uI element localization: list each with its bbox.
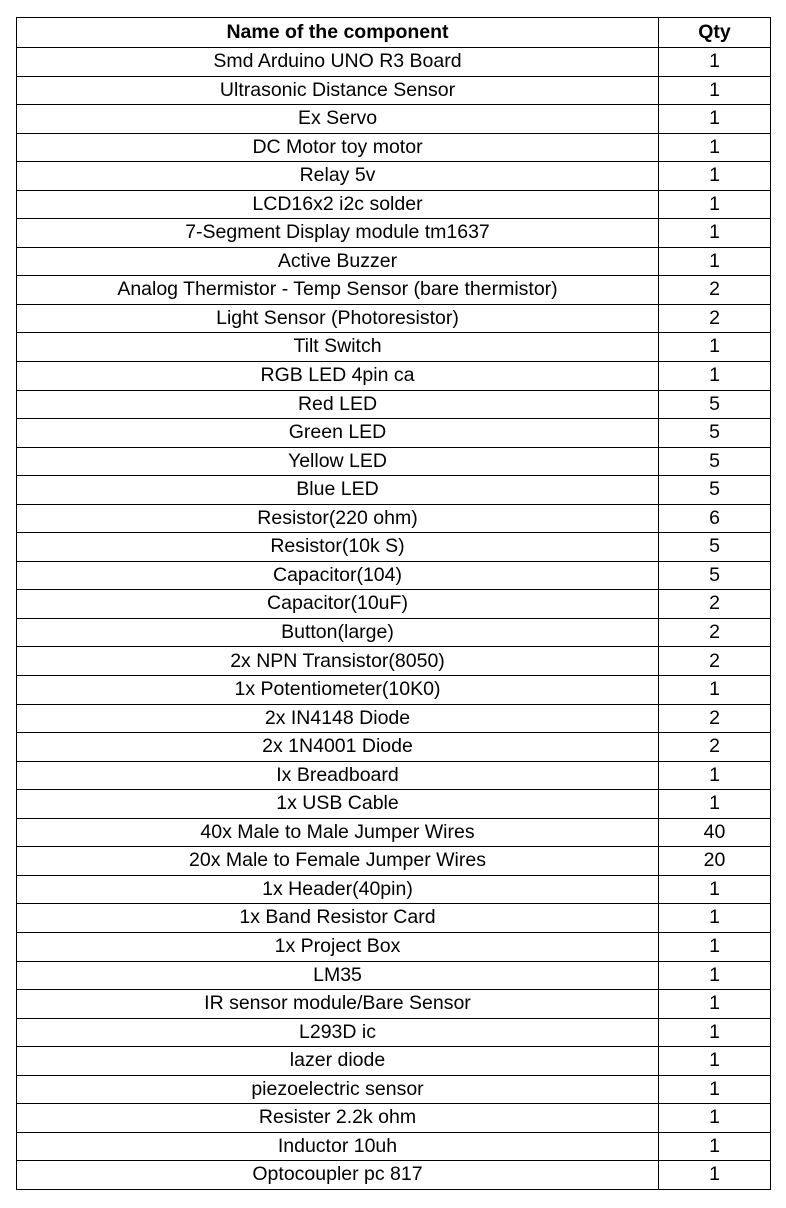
- component-name-cell: Resistor(10k S): [17, 533, 659, 562]
- component-qty-cell: 1: [659, 1075, 771, 1104]
- component-name-cell: Active Buzzer: [17, 247, 659, 276]
- component-qty-cell: 1: [659, 790, 771, 819]
- table-row: [17, 333, 771, 362]
- table-row: [17, 419, 771, 448]
- table-row: [17, 790, 771, 819]
- table-row: [17, 561, 771, 590]
- table-row: [17, 990, 771, 1019]
- component-name-cell: 20x Male to Female Jumper Wires: [17, 847, 659, 876]
- component-qty-cell: 1: [659, 333, 771, 362]
- component-name-cell: Blue LED: [17, 476, 659, 505]
- component-name-cell: Tilt Switch: [17, 333, 659, 362]
- component-qty-cell: 1: [659, 1161, 771, 1190]
- component-qty-cell: 1: [659, 362, 771, 391]
- components-table: [16, 17, 771, 1190]
- component-name-cell: Capacitor(104): [17, 561, 659, 590]
- component-qty-cell: 2: [659, 733, 771, 762]
- component-name-cell: Relay 5v: [17, 162, 659, 191]
- component-qty-cell: 2: [659, 647, 771, 676]
- component-qty-cell: 1: [659, 761, 771, 790]
- table-row: [17, 1047, 771, 1076]
- table-row: [17, 390, 771, 419]
- component-name-cell: Capacitor(10uF): [17, 590, 659, 619]
- component-qty-cell: 1: [659, 904, 771, 933]
- table-row: [17, 932, 771, 961]
- table-row: [17, 504, 771, 533]
- table-row: [17, 219, 771, 248]
- component-qty-cell: 5: [659, 476, 771, 505]
- component-qty-cell: 40: [659, 818, 771, 847]
- component-qty-cell: 1: [659, 990, 771, 1019]
- component-name-cell: Button(large): [17, 618, 659, 647]
- table-row: [17, 533, 771, 562]
- component-qty-cell: 1: [659, 961, 771, 990]
- component-qty-cell: 2: [659, 704, 771, 733]
- component-qty-cell: 2: [659, 618, 771, 647]
- component-name-cell: Resister 2.2k ohm: [17, 1104, 659, 1133]
- component-name-cell: 40x Male to Male Jumper Wires: [17, 818, 659, 847]
- component-name-cell: lazer diode: [17, 1047, 659, 1076]
- component-qty-cell: 2: [659, 276, 771, 305]
- component-qty-cell: 1: [659, 133, 771, 162]
- table-row: [17, 1161, 771, 1190]
- component-qty-cell: 5: [659, 419, 771, 448]
- component-qty-cell: 1: [659, 247, 771, 276]
- component-qty-cell: 1: [659, 105, 771, 134]
- component-name-cell: Light Sensor (Photoresistor): [17, 304, 659, 333]
- table-row: [17, 105, 771, 134]
- component-qty-cell: 5: [659, 447, 771, 476]
- component-qty-cell: 1: [659, 676, 771, 705]
- component-qty-cell: 1: [659, 875, 771, 904]
- table-row: [17, 875, 771, 904]
- component-name-cell: 2x 1N4001 Diode: [17, 733, 659, 762]
- component-name-cell: Yellow LED: [17, 447, 659, 476]
- table-row: [17, 847, 771, 876]
- table-row: [17, 704, 771, 733]
- component-qty-cell: 1: [659, 76, 771, 105]
- component-name-cell: Smd Arduino UNO R3 Board: [17, 48, 659, 77]
- table-row: [17, 190, 771, 219]
- component-name-cell: piezoelectric sensor: [17, 1075, 659, 1104]
- component-qty-cell: 20: [659, 847, 771, 876]
- component-name-cell: 1x USB Cable: [17, 790, 659, 819]
- table-row: [17, 162, 771, 191]
- table-row: [17, 818, 771, 847]
- component-qty-cell: 1: [659, 1018, 771, 1047]
- table-row: [17, 76, 771, 105]
- component-qty-cell: 1: [659, 162, 771, 191]
- table-row: [17, 1075, 771, 1104]
- component-name-cell: DC Motor toy motor: [17, 133, 659, 162]
- component-name-cell: 1x Band Resistor Card: [17, 904, 659, 933]
- component-name-cell: 2x IN4148 Diode: [17, 704, 659, 733]
- component-name-cell: 2x NPN Transistor(8050): [17, 647, 659, 676]
- component-qty-cell: 2: [659, 590, 771, 619]
- component-name-cell: Green LED: [17, 419, 659, 448]
- table-row: [17, 904, 771, 933]
- table-row: [17, 447, 771, 476]
- component-qty-cell: 1: [659, 48, 771, 77]
- component-name-cell: Ultrasonic Distance Sensor: [17, 76, 659, 105]
- qty-column-header: Qty: [659, 18, 771, 48]
- component-name-cell: L293D ic: [17, 1018, 659, 1047]
- component-name-cell: 1x Potentiometer(10K0): [17, 676, 659, 705]
- component-name-cell: Resistor(220 ohm): [17, 504, 659, 533]
- component-qty-cell: 1: [659, 1047, 771, 1076]
- component-qty-cell: 1: [659, 1132, 771, 1161]
- table-row: [17, 1018, 771, 1047]
- table-row: [17, 276, 771, 305]
- table-row: [17, 676, 771, 705]
- component-qty-cell: 5: [659, 533, 771, 562]
- table-row: [17, 362, 771, 391]
- component-name-cell: Inductor 10uh: [17, 1132, 659, 1161]
- component-name-cell: Red LED: [17, 390, 659, 419]
- table-row: [17, 247, 771, 276]
- component-qty-cell: 1: [659, 219, 771, 248]
- table-row: [17, 590, 771, 619]
- component-qty-cell: 2: [659, 304, 771, 333]
- table-row: [17, 133, 771, 162]
- component-name-cell: LM35: [17, 961, 659, 990]
- component-name-cell: Ix Breadboard: [17, 761, 659, 790]
- table-row: [17, 618, 771, 647]
- table-row: [17, 761, 771, 790]
- component-name-cell: 1x Project Box: [17, 932, 659, 961]
- component-qty-cell: 5: [659, 390, 771, 419]
- table-row: [17, 647, 771, 676]
- component-name-cell: 1x Header(40pin): [17, 875, 659, 904]
- table-row: [17, 1104, 771, 1133]
- table-row: [17, 1132, 771, 1161]
- component-qty-cell: 6: [659, 504, 771, 533]
- component-name-cell: LCD16x2 i2c solder: [17, 190, 659, 219]
- table-header: [17, 18, 771, 48]
- component-name-cell: 7-Segment Display module tm1637: [17, 219, 659, 248]
- header-row: [17, 18, 771, 48]
- component-qty-cell: 1: [659, 190, 771, 219]
- component-name-cell: RGB LED 4pin ca: [17, 362, 659, 391]
- table-row: [17, 48, 771, 77]
- component-qty-cell: 1: [659, 1104, 771, 1133]
- table-row: [17, 476, 771, 505]
- component-qty-cell: 5: [659, 561, 771, 590]
- component-name-cell: Analog Thermistor - Temp Sensor (bare thermistor): [17, 276, 659, 305]
- name-column-header: Name of the component: [17, 18, 659, 48]
- component-qty-cell: 1: [659, 932, 771, 961]
- component-name-cell: IR sensor module/Bare Sensor: [17, 990, 659, 1019]
- table-row: [17, 961, 771, 990]
- table-row: [17, 733, 771, 762]
- component-name-cell: Ex Servo: [17, 105, 659, 134]
- component-name-cell: Optocoupler pc 817: [17, 1161, 659, 1190]
- table-row: [17, 304, 771, 333]
- table-body: [17, 48, 771, 1190]
